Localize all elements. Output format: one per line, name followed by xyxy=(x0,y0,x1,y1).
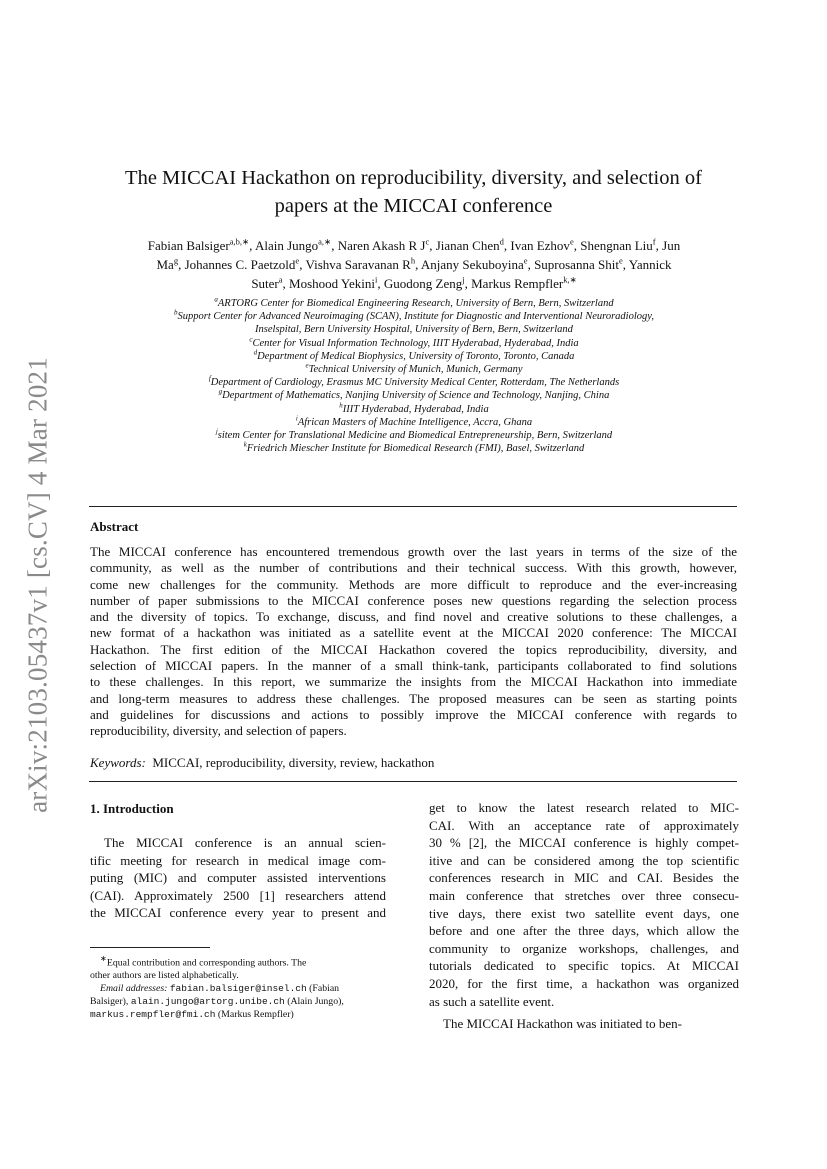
author-separator: , xyxy=(429,238,436,253)
paragraph-line: 2020, for the first time, a hackathon was organized xyxy=(429,975,739,991)
author-name: Moshood Yekini xyxy=(289,276,376,291)
affiliation-text: sitem Center for Translational Medicine and Biomedical Entrepreneurship, Bern, Switzerland xyxy=(217,430,613,442)
author-name: Markus Rempfler xyxy=(471,276,564,291)
paragraph-line: tutorials dedicated to specific topics. At MICCAI xyxy=(429,958,739,974)
abstract-line: and long-term measures to address these challenges. The proposed measures can be seen as starting points xyxy=(90,690,737,706)
affiliation-sup: k xyxy=(243,440,247,449)
affiliation-text: Department of Medical Biophysics, University of Toronto, Toronto, Canada xyxy=(257,350,575,362)
footnote-line xyxy=(90,1008,396,1021)
paragraph-line: community to organize workshops, challenges, and xyxy=(429,940,739,956)
footnote-rule xyxy=(90,947,210,948)
footnote-text: (Markus Rempfler) xyxy=(217,1009,294,1021)
author-affil-sup: e xyxy=(523,255,528,266)
right-column-text xyxy=(429,799,739,1033)
affiliation-sup: i xyxy=(295,414,298,423)
author-affil-sup: e xyxy=(569,236,574,247)
affiliation xyxy=(88,337,740,350)
abstract-line: number of paper submissions to the MICCAI conference poses new questions regarding the selection process xyxy=(90,592,737,608)
affiliation-text: Inselspital, Bern University Hospital, University of Bern, Bern, Switzerland xyxy=(255,324,573,336)
paragraph-line: puting (MIC) and computer assisted interventions xyxy=(90,870,386,886)
paragraph-line: tive days, there exist two satellite event days, one xyxy=(429,905,739,921)
affiliation-sup: f xyxy=(208,374,211,383)
abstract-heading: Abstract xyxy=(90,519,139,534)
author-affil-sup: g xyxy=(173,255,179,266)
footnote-text: Balsiger), xyxy=(90,996,129,1008)
author-name: Jun xyxy=(662,238,681,253)
affiliation xyxy=(88,297,740,310)
abstract-bottom-rule xyxy=(89,781,737,782)
author-name: Vishva Saravanan R xyxy=(305,257,411,272)
affiliation xyxy=(88,403,740,416)
abstract-line: and guidelines for discussions and actions to possibly improve the MICCAI conference with regards to xyxy=(90,706,737,722)
paragraph-line: 30 % [2], the MICCAI conference is highly compet- xyxy=(429,835,739,851)
abstract-line: and the diversity of topics. To exchange, discuss, and find novel and creative solutions to these challenges, a xyxy=(90,609,737,625)
author-separator: , xyxy=(299,257,306,272)
paragraph-line: tific meeting for research in medical image com- xyxy=(90,852,386,868)
paragraph-line: conferences research in MIC and CAI. Besides the xyxy=(429,870,739,886)
affiliation-text: ARTORG Center for Biomedical Engineering Research, University of Bern, Bern, Switzerland xyxy=(217,298,614,309)
author-separator: , xyxy=(415,257,421,272)
affiliation xyxy=(88,363,740,376)
affiliation-text: Department of Cardiology, Erasmus MC University Medical Center, Rotterdam, The Netherlands xyxy=(210,377,620,389)
author-name: Fabian Balsiger xyxy=(147,238,230,253)
affiliation-sup: d xyxy=(253,348,258,357)
keywords-text: MICCAI, reproducibility, diversity, review, hackathon xyxy=(152,755,435,770)
paragraph-line: get to know the latest research related to MIC- xyxy=(429,800,739,815)
author-separator: , xyxy=(331,238,338,253)
footnote-text: (Alain Jungo), xyxy=(287,996,344,1008)
affiliation-sup: j xyxy=(215,427,218,436)
author-separator: , xyxy=(503,238,511,253)
title-line: The MICCAI Hackathon on reproducibility, diversity, and selection of xyxy=(125,167,702,189)
author-separator: , xyxy=(655,238,663,253)
author-name: Alain Jungo xyxy=(254,238,319,253)
author-separator: , xyxy=(527,257,535,272)
affiliation-sup: c xyxy=(249,335,253,344)
affiliation-text: Friedrich Miescher Institute for Biomedical Research (FMI), Basel, Switzerland xyxy=(246,443,585,455)
abstract-line: to these challenges. In this report, we summarize the insights from the MICCAI Hackathon into immediate xyxy=(90,674,737,690)
author-name: Anjany Sekuboyina xyxy=(420,257,524,272)
author-separator: , xyxy=(622,257,629,272)
abstract-line: selection of MICCAI papers. In the manner of a small think-tank, participants collaborated to find solutions xyxy=(90,658,737,674)
affiliation xyxy=(88,389,740,402)
keywords-label: Keywords: xyxy=(90,755,146,770)
author-affil-sup: d xyxy=(499,236,504,247)
author-separator: , xyxy=(249,238,255,253)
author-affil-sup: a xyxy=(278,274,283,285)
affiliation xyxy=(88,323,740,336)
author-affil-sup: i xyxy=(375,274,378,285)
affiliation-text: African Masters of Machine Intelligence, Accra, Ghana xyxy=(297,416,533,428)
author-name: Johannes C. Paetzold xyxy=(184,257,296,272)
affiliation-text: Department of Mathematics, Nanjing University of Science and Technology, Nanjing, China xyxy=(222,390,610,402)
author-line xyxy=(88,274,740,293)
affiliation xyxy=(88,350,740,363)
author-name: Ma xyxy=(156,257,174,272)
abstract-line: The MICCAI conference has encountered tremendous growth over the last years in terms of the size of the xyxy=(90,544,737,559)
affiliation-sup: g xyxy=(218,387,223,396)
abstract-body xyxy=(90,544,737,740)
abstract-line: Hackathon. The first edition of the MICCAI Hackathon covered the topics reproducibility, diversity, and xyxy=(90,641,737,657)
paragraph-line: CAI. With an acceptance rate of approximately xyxy=(429,817,739,833)
paragraph-line: main conference that stretches over three consecu- xyxy=(429,887,739,903)
author-name: Shengnan Liu xyxy=(580,238,653,253)
email-link[interactable]: alain.jungo@artorg.unibe.ch xyxy=(130,996,285,1008)
title-line: papers at the MICCAI conference xyxy=(274,195,553,217)
affiliation xyxy=(88,429,740,442)
author-list xyxy=(88,236,740,293)
paragraph-line: The MICCAI Hackathon was initiated to ben- xyxy=(443,1016,682,1032)
affiliation xyxy=(88,416,740,429)
footnote xyxy=(90,952,396,1021)
author-affil-sup: c xyxy=(425,236,430,247)
affiliation-sup: e xyxy=(305,361,309,370)
author-name: Jianan Chen xyxy=(435,238,500,253)
author-affil-sup: e xyxy=(295,255,300,266)
author-affil-sup: a,∗ xyxy=(318,236,332,247)
footnote-text: Equal contribution and corresponding authors. The xyxy=(106,957,307,969)
left-column-text xyxy=(90,834,386,922)
affiliation-text: Technical University of Munich, Munich, Germany xyxy=(308,364,523,376)
author-affil-sup: a,b,∗ xyxy=(229,236,250,247)
abstract-line: new format of a hackathon was initiated as a satellite event at the MICCAI 2020 conference: The MICCAI xyxy=(90,625,737,641)
affiliation-text: Center for Visual Information Technology, IIIT Hyderabad, Hyderabad, India xyxy=(252,337,579,349)
author-name: Suprosanna Shit xyxy=(534,257,619,272)
footnote-text: (Fabian xyxy=(309,983,340,995)
abstract-line: come new challenges for the community. Methods are more difficult to reproduce and the ever-increasing xyxy=(90,576,737,592)
author-line xyxy=(88,236,740,255)
abstract-line: community, as well as the number of contributions and their technical success. With this growth, however, xyxy=(90,560,737,576)
paragraph-line: (CAI). Approximately 2500 [1] researchers attend xyxy=(90,887,386,903)
author-name: Guodong Zeng xyxy=(383,276,463,291)
author-separator: , xyxy=(178,257,185,272)
affiliation-sup: b xyxy=(174,308,178,317)
author-separator: , xyxy=(282,276,290,291)
affiliation-text: Support Center for Advanced Neuroimaging (SCAN), Institute for Diagnostic and Interventional Neuroradiology, xyxy=(177,311,654,323)
author-affil-sup: f xyxy=(652,236,656,247)
author-affil-sup: h xyxy=(410,255,416,266)
abstract-top-rule xyxy=(89,506,737,507)
author-affil-sup: j xyxy=(462,274,465,285)
footnote-text: other authors are listed alphabetically. xyxy=(90,970,239,982)
email-link[interactable]: fabian.balsiger@insel.ch xyxy=(169,983,307,995)
affiliation xyxy=(88,376,740,389)
paper-title xyxy=(100,164,727,220)
footnote-line xyxy=(90,982,396,995)
author-name: Yannick xyxy=(628,257,672,272)
author-name: Suter xyxy=(251,276,279,291)
author-separator: , xyxy=(464,276,472,291)
author-separator: , xyxy=(377,276,384,291)
affiliation xyxy=(88,310,740,323)
author-name: Naren Akash R J xyxy=(337,238,426,253)
author-separator: , xyxy=(573,238,581,253)
paragraph-line: The MICCAI conference is an annual scien- xyxy=(104,835,386,850)
arxiv-identifier: arXiv:2103.05437v1 [cs.CV] 4 Mar 2021 xyxy=(22,357,53,813)
paragraph-line: as such a satellite event. xyxy=(429,993,555,1009)
affiliation-text: IIIT Hyderabad, Hyderabad, India xyxy=(342,403,489,415)
affiliation-sup: a xyxy=(214,295,218,304)
abstract-line: reproducibility, diversity, and selection of papers. xyxy=(90,723,347,739)
author-name: Ivan Ezhov xyxy=(510,238,570,253)
author-affil-sup: k,∗ xyxy=(563,274,577,285)
footnote-marker: ∗ xyxy=(100,954,107,963)
author-affil-sup: e xyxy=(618,255,623,266)
email-link[interactable]: markus.rempfler@fmi.ch xyxy=(90,1009,216,1021)
footnote-line xyxy=(90,952,396,969)
section-heading: 1. Introduction xyxy=(90,801,174,816)
affiliation xyxy=(88,442,740,455)
affiliation-sup: h xyxy=(339,401,343,410)
paragraph-line: itive and can be considered among the top scientific xyxy=(429,852,739,868)
keywords xyxy=(90,755,434,771)
affiliation-list xyxy=(88,297,740,455)
author-line xyxy=(88,255,740,274)
footnote-line xyxy=(90,995,396,1008)
email-label: Email addresses: xyxy=(100,983,168,995)
paragraph-line: before and one after the three days, which allow the xyxy=(429,923,739,939)
paragraph-line: the MICCAI conference every year to present and xyxy=(90,905,386,921)
